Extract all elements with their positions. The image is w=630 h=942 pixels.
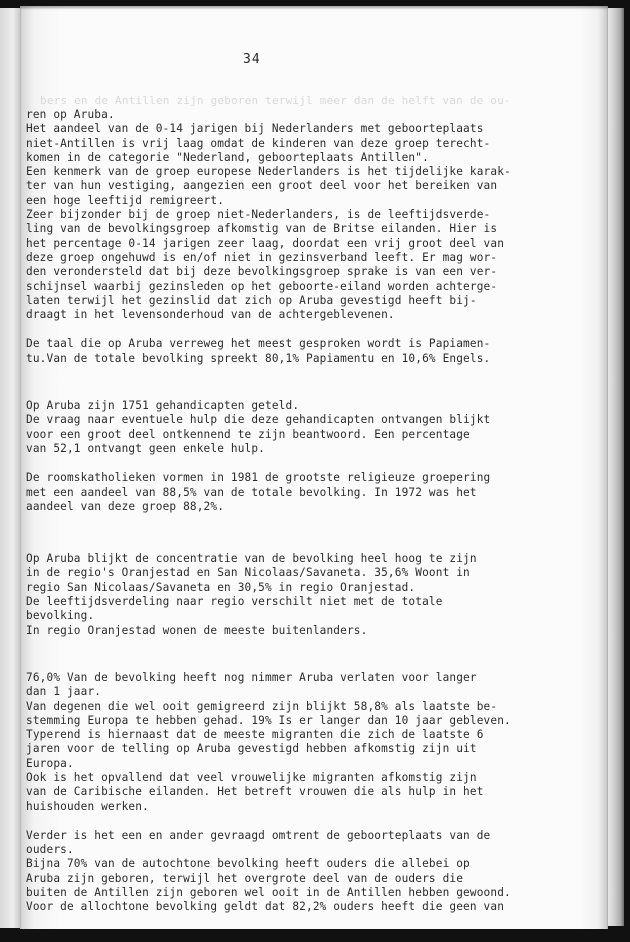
text-line: Verder is het een en ander gevraagd omtrent de geboorteplaats van de [26,828,491,842]
text-line: In regio Oranjestad wonen de meeste buitenlanders. [26,623,368,637]
previous-page-edge [0,8,22,928]
text-line: stemming Europa te hebben gehad. 19% Is er langer dan 10 jaar gebleven. [26,713,511,727]
text-line: Ook is het opvallend dat veel vrouwelijke migranten afkomstig zijn [26,770,477,784]
page-stack-edge [608,8,624,926]
text-line: 76,0% Van de bevolking heeft nog nimmer Aruba verlaten voor langer [26,670,477,684]
text-line: Een kenmerk van de groep europese Nederlanders is het tijdelijke karak- [26,165,511,179]
text-line: Voor de allochtone bevolking geldt dat 82,2% ouders heeft die geen van [26,900,505,914]
text-line: ren op Aruba. [26,108,115,121]
text-line: Europa. [26,756,74,770]
text-line: Aruba zijn geboren, terwijl het overgrote deel van de ouders die [26,871,464,885]
text-line: huishouden werken. [26,799,149,813]
paragraph-regions [26,552,586,638]
text-line: aandeel van deze groep 88,2%. [26,499,225,513]
page-number: 34 [243,52,261,67]
text-line: niet-Antillen is vrij laag omdat de kinderen van deze groep terecht- [26,136,491,150]
paragraph-migration [26,671,586,814]
text-line: bevolking. [26,609,95,623]
text-line: ling van de bevolkingsgroep afkomstig van de Britse eilanden. Hier is [26,222,498,236]
text-line: De taal die op Aruba verreweg het meest gesproken wordt is Papiamen- [26,337,491,351]
text-line: De leeftijdsverdeling naar regio verschilt niet met de totale [26,595,443,609]
paragraph-language [26,337,586,366]
text-line: voor een groot deel ontkennend te zijn beantwoord. Een percentage [26,427,470,441]
text-line: schijnsel waarbij gezinsleden op het geboorte-eiland worden achterge- [26,279,498,293]
text-line: in de regio's Oranjestad en San Nicolaas/Savaneta. 35,6% Woont in [26,566,470,580]
text-line: Zeer bijzonder bij de groep niet-Nederlanders, is de leeftijdsverde- [26,208,491,222]
text-line: komen in de categorie "Nederland, geboorteplaats Antillen". [26,150,429,164]
text-line: met een aandeel van 88,5% van de totale bevolking. In 1972 was het [26,485,477,499]
text-line: van de Caribische eilanden. Het betreft vrouwen die als hulp in het [26,785,484,799]
text-line: draagt in het levensonderhoud van de achtergeblevenen. [26,308,395,322]
text-line: buiten de Antillen zijn geboren wel ooit in de Antillen hebben gewoond. [26,886,511,900]
text-line: De roomskatholieken vormen in 1981 de grootste religieuze groepering [26,471,491,485]
paragraph-religion [26,471,586,514]
body-text [26,108,586,915]
text-line: Het aandeel van de 0-14 jarigen bij Nederlanders met geboorteplaats [26,122,484,136]
paragraph-population-groups [26,108,586,322]
text-line: De vraag naar eventuele hulp die deze gehandicapten ontvangen blijkt [26,413,491,427]
text-line: een hoge leeftijd remigreert. [26,193,225,207]
paragraph-parents-birthplace [26,829,586,915]
text-line: regio San Nicolaas/Savaneta en 30,5% in regio Oranjestad. [26,580,416,594]
text-line: deze groep ongehuwd is en/of niet in gezinsverband leeft. Er mag wor- [26,250,498,264]
text-line: den verondersteld dat bij deze bevolkingsgroep sprake is van een ver- [26,265,498,279]
text-line: dan 1 jaar. [26,685,102,699]
bleed-through-text: bers en de Antillen zijn geboren terwijl meer dan de helft van de ou- [40,94,511,107]
text-line: Op Aruba blijkt de concentratie van de bevolking heel hoog te zijn [26,552,477,566]
text-line: laten terwijl het gezinslid dat zich op Aruba gevestigd heeft bij- [26,293,477,307]
text-line: jaren voor de telling op Aruba gevestigd hebben afkomstig zijn uit [26,742,477,756]
text-line: het percentage 0-14 jarigen zeer laag, doordat een vrij groot deel van [26,236,505,250]
paragraph-disabled [26,399,586,456]
text-line: van 52,1 ontvangt geen enkele hulp. [26,441,266,455]
text-line: ouders. [26,843,74,857]
text-line: Op Aruba zijn 1751 gehandicapten geteld. [26,399,300,413]
text-line: tu.Van de totale bevolking spreekt 80,1% Papiamentu en 10,6% Engels. [26,351,491,365]
text-line: ter van hun vestiging, aangezien een groot deel voor het bereiken van [26,179,498,193]
text-line: Van degenen die wel ooit gemigreerd zijn blijkt 58,8% als laatste be- [26,699,498,713]
text-line: Bijna 70% van de autochtone bevolking heeft ouders die allebei op [26,857,470,871]
text-line: Typerend is hiernaast dat de meeste migranten die zich de laatste 6 [26,728,484,742]
